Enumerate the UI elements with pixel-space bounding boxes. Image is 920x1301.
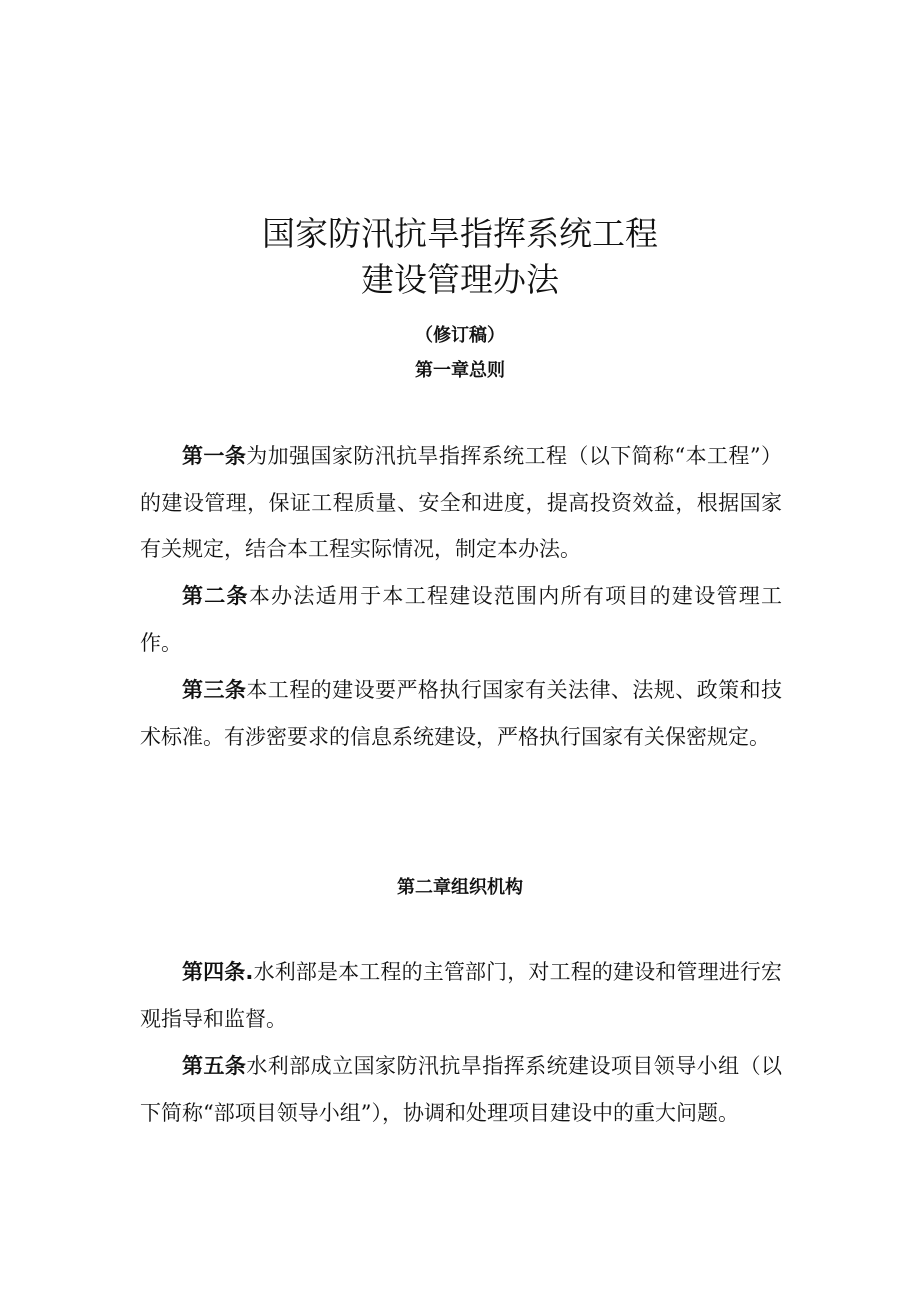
article-4 bbox=[140, 949, 782, 1042]
chapter1-heading: 第一章总则 bbox=[415, 360, 505, 381]
article-5-text: 水利部成立国家防汛抗旱指挥系统建设项目领导小组（以下简称“部项目领导小组”），协调和处理项目建设中的重大问题。 bbox=[140, 1054, 783, 1125]
document-title-line1: 国家防汛抗旱指挥系统工程 bbox=[262, 214, 658, 253]
revision-note: （修订稿） bbox=[415, 325, 505, 346]
article-1-text: 为加强国家防汛抗旱指挥系统工程（以下简称“本工程”）的建设管理，保证工程质量、安全和进度，提高投资效益，根据国家有关规定，结合本工程实际情况，制定本办法。 bbox=[140, 444, 782, 561]
chapter2-heading: 第二章组织机构 bbox=[397, 877, 523, 898]
article-3-text: 本工程的建设要严格执行国家有关法律、法规、政策和技术标准。有涉密要求的信息系统建设，严格执行国家有关保密规定。 bbox=[140, 678, 783, 749]
article-1-label: 第一条 bbox=[182, 444, 247, 468]
article-2 bbox=[140, 573, 782, 666]
article-1 bbox=[140, 433, 782, 573]
article-2-text: 本办法适用于本工程建设范围内所有项目的建设管理工作。 bbox=[140, 584, 783, 655]
article-3 bbox=[140, 667, 782, 760]
article-5 bbox=[140, 1043, 782, 1136]
article-2-label: 第二条 bbox=[182, 584, 249, 608]
article-4-label: 第四条. bbox=[182, 960, 254, 984]
article-3-label: 第三条 bbox=[182, 678, 247, 702]
article-5-label: 第五条 bbox=[182, 1054, 247, 1078]
document-title-line2: 建设管理办法 bbox=[361, 260, 559, 299]
article-4-text: 水利部是本工程的主管部门，对工程的建设和管理进行宏观指导和监督。 bbox=[140, 960, 783, 1031]
